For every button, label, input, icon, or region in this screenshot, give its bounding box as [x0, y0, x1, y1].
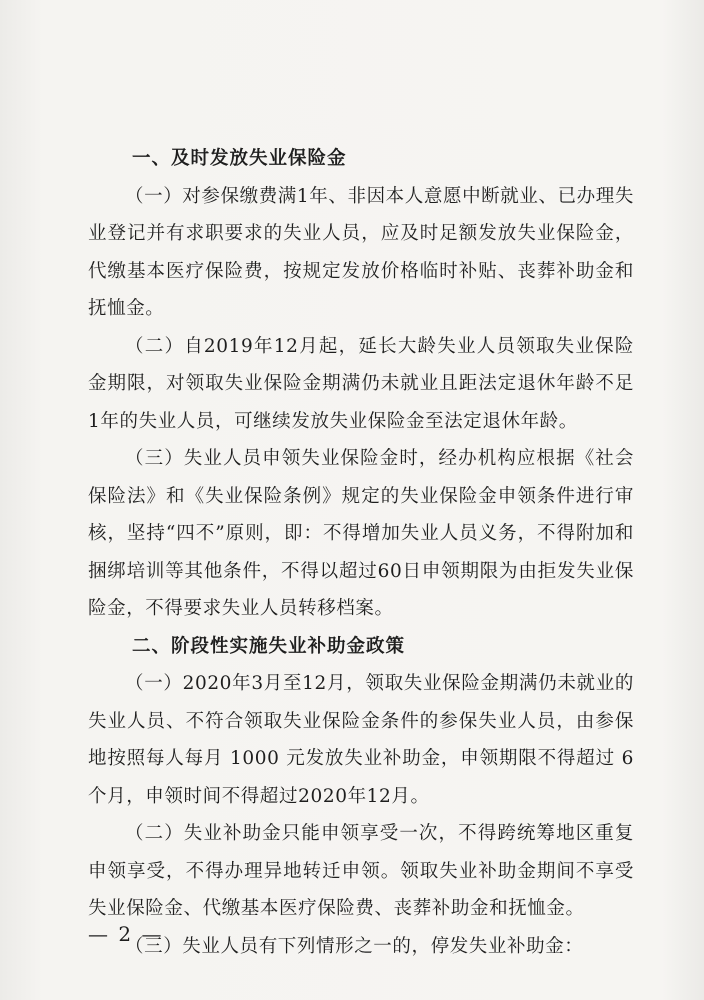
page-number: — 2 — [88, 922, 164, 946]
paragraph-2-3: （三）失业人员有下列情形之一的，停发失业补助金： [125, 935, 584, 957]
paragraph-2-1: （一）2020年3月至12月，领取失业保险金期满仍未就业的失业人员、不符合领取失业保险金条件的参保失业人员，由参保地按照每人每月 1000 元发放失业补助金，申领期限不得超过 6个月，申领时间不得超过2020年12月。 [88, 673, 634, 807]
paragraph-1-2: （二）自2019年12月起，延长大龄失业人员领取失业保险金期限，对领取失业保险金期满仍未就业且距法定退休年龄不足1年的失业人员，可继续发放失业保险金至法定退休年龄。 [88, 335, 634, 432]
paragraph-2-2: （二）失业补助金只能申领享受一次，不得跨统筹地区重复申领享受，不得办理异地转迁申领。领取失业补助金期间不享受失业保险金、代缴基本医疗保险费、丧葬补助金和抚恤金。 [88, 823, 634, 919]
paragraph-1-3: （三）失业人员申领失业保险金时，经办机构应根据《社会保险法》和《失业保险条例》规定的失业保险金申领条件进行审核，坚持“四不”原则，即：不得增加失业人员义务，不得附加和捆绑培训等其他条件，不得以超过60日申领期限为由拒发失业保险金，不得要求失业人员转移档案。 [88, 448, 634, 619]
section-heading-2: 二、阶段性实施失业补助金政策 [132, 635, 406, 657]
section-heading-1: 一、及时发放失业保险金 [132, 148, 347, 169]
document-body [88, 140, 634, 965]
paragraph-1-1: （一）对参保缴费满1年、非因本人意愿中断就业、已办理失业登记并有求职要求的失业人员，应及时足额发放失业保险金，代缴基本医疗保险费，按规定发放价格临时补贴、丧葬补助金和抚恤金。 [88, 185, 634, 319]
